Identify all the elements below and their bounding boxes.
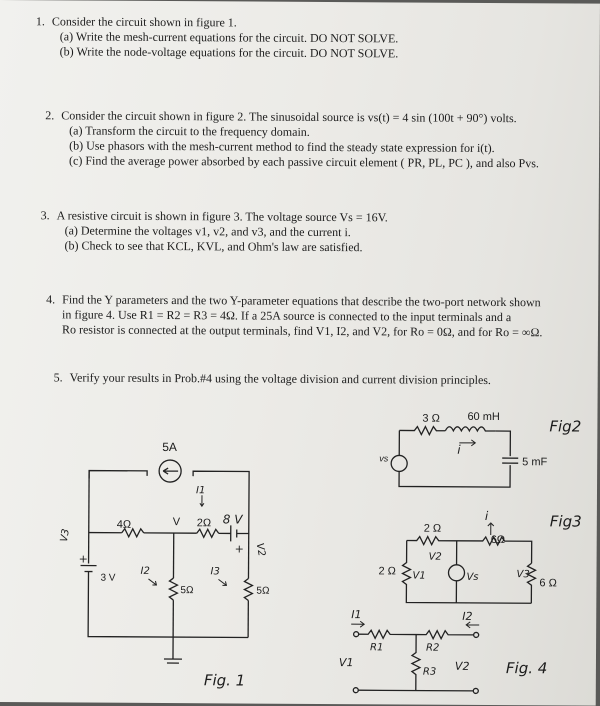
question-part-a: (a) Determine the voltages v1, v2, and v3, and the current i. bbox=[57, 223, 388, 240]
fig1-3v-label: 3 V bbox=[100, 573, 115, 584]
question-number: 1. bbox=[36, 14, 45, 29]
question-text-line-2: in figure 4. Use R1 = R2 = R3 = 4Ω. If a 25A source is connected to the input terminals and a bbox=[62, 307, 543, 325]
fig4-i1-label: I1 bbox=[351, 608, 361, 621]
fig1-i2-arrow bbox=[148, 579, 156, 585]
question-text: A resistive circuit is shown in figure 3. The voltage source Vs = 16V. bbox=[57, 208, 388, 225]
fig1-source-arrow bbox=[163, 468, 178, 474]
fig4-v1-label: V1 bbox=[339, 656, 354, 669]
fig2-resistor bbox=[399, 426, 445, 434]
fig1-v3-label: V3 bbox=[59, 528, 72, 543]
fig1-2ohm-label: 2Ω bbox=[197, 517, 211, 529]
fig4-output-terminal bbox=[473, 688, 478, 693]
fig3-v3-label: V3 bbox=[516, 569, 529, 580]
fig2-inductor-label: 60 mH bbox=[467, 411, 500, 423]
fig4-shunt-resistor bbox=[412, 635, 420, 691]
fig2-voltage-source bbox=[391, 455, 407, 471]
fig4-v2-label: V2 bbox=[455, 660, 470, 673]
fig1-3v-source bbox=[81, 566, 97, 572]
figure-4-circuit bbox=[351, 621, 479, 693]
question-text: Verify your results in Prob.#4 using the voltage division and current division principles. bbox=[70, 370, 491, 388]
question-text: Consider the circuit shown in figure 1. bbox=[52, 14, 399, 31]
fig4-i1-arrow bbox=[351, 621, 364, 627]
fig3-vs-label: Vs bbox=[466, 572, 478, 583]
fig1-i2-label: I2 bbox=[140, 566, 149, 577]
fig2-current-label: i bbox=[457, 443, 461, 457]
fig3-top-left-label: 2 Ω bbox=[424, 523, 441, 535]
question-text-line-1: Find the Y parameters and the two Y-parameter equations that describe the two-port network shown bbox=[62, 292, 543, 310]
fig1-8v-label: 8 V bbox=[223, 512, 244, 526]
fig2-capacitor-label: 5 mF bbox=[522, 456, 547, 468]
fig2-source-label: vs bbox=[379, 453, 389, 463]
fig3-right-label: 6 Ω bbox=[539, 577, 556, 589]
question-number: 4. bbox=[46, 292, 55, 307]
fig1-i1-label: I1 bbox=[196, 485, 205, 496]
question-text-line-3: Ro resistor is connected at the output terminals, find V1, I2, and V2, for Ro = 0Ω, and for Ro = ∞Ω. bbox=[62, 322, 543, 340]
fig4-r3-label: R3 bbox=[423, 667, 436, 678]
fig1-ground bbox=[164, 637, 182, 663]
fig4-r1-label: R1 bbox=[370, 642, 383, 653]
fig1-caption: Fig. 1 bbox=[204, 671, 246, 689]
fig2-wires bbox=[399, 430, 510, 487]
fig3-v1-label: V1 bbox=[412, 571, 425, 582]
fig1-3v-plus: + bbox=[79, 552, 88, 565]
fig4-caption: Fig. 4 bbox=[506, 659, 548, 677]
question-number: 2. bbox=[45, 108, 54, 123]
fig3-left-label: 2 Ω bbox=[378, 565, 395, 577]
question-part-a: (a) Transform the circuit to the frequency domain. bbox=[61, 123, 539, 141]
fig1-i3-arrow bbox=[218, 579, 226, 585]
figure-3-circuit bbox=[402, 522, 535, 603]
fig1-v2-label: V2 bbox=[254, 542, 267, 557]
question-number: 5. bbox=[54, 370, 63, 385]
fig3-current-label: i bbox=[485, 509, 489, 523]
question-number: 3. bbox=[41, 208, 50, 223]
fig1-5ohm-right-label: 5Ω bbox=[256, 586, 270, 597]
fig1-5ohm-right-resistor bbox=[244, 579, 252, 601]
fig1-2ohm-resistor bbox=[197, 529, 219, 537]
figure-1-circuit bbox=[80, 460, 253, 664]
fig1-5ohm-center-label: 5Ω bbox=[180, 585, 194, 596]
question-text: Consider the circuit shown in figure 2. The sinusoidal source is vs(t) = 4 sin (100t + 90°) volts. bbox=[61, 108, 539, 126]
fig4-input-terminal bbox=[354, 632, 359, 637]
fig1-i3-label: I3 bbox=[210, 566, 219, 577]
fig3-top-wires-resistors bbox=[407, 536, 532, 563]
fig4-i2-label: I2 bbox=[462, 610, 472, 623]
question-part-a: (a) Write the mesh-current equations for the circuit. DO NOT SOLVE. bbox=[52, 29, 399, 46]
fig2-capacitor bbox=[502, 458, 518, 463]
fig4-bottom-wire bbox=[358, 690, 474, 691]
fig1-5a-label: 5A bbox=[162, 440, 177, 454]
fig3-v2-label: V2 bbox=[429, 552, 442, 563]
question-part-b: (b) Check to see that KCL, KVL, and Ohm's law are satisfied. bbox=[56, 238, 387, 255]
question-part-c: (c) Find the average power absorbed by each passive circuit element ( PR, PL, PC ), and also Pvs. bbox=[61, 153, 539, 171]
fig3-voltage-source bbox=[448, 565, 464, 581]
fig1-node-v-label: V bbox=[173, 516, 181, 528]
fig4-r2-label: R2 bbox=[426, 643, 439, 654]
figure-2-circuit bbox=[391, 426, 518, 487]
fig1-4ohm-label: 4Ω bbox=[117, 519, 131, 531]
question-part-b: (b) Use phasors with the mesh-current method to find the steady state expression for i(t). bbox=[61, 138, 539, 156]
fig3-caption: Fig3 bbox=[550, 512, 582, 530]
fig2-current-arrow bbox=[459, 440, 475, 446]
fig1-5ohm-center-resistor bbox=[169, 578, 177, 600]
fig2-resistor-label: 3 Ω bbox=[422, 413, 439, 425]
fig4-output-terminal bbox=[474, 632, 479, 637]
fig2-caption: Fig2 bbox=[549, 417, 581, 435]
fig1-left-wire bbox=[89, 471, 90, 564]
fig1-8v-plus: + bbox=[235, 542, 244, 555]
question-part-b: (b) Write the node-voltage equations for the circuit. DO NOT SOLVE. bbox=[52, 44, 399, 61]
fig4-input-terminal bbox=[353, 688, 358, 693]
fig2-inductor bbox=[445, 427, 495, 431]
fig3-top-right-label: 6Ω bbox=[491, 534, 505, 546]
fig1-i1-arrow bbox=[200, 495, 204, 506]
